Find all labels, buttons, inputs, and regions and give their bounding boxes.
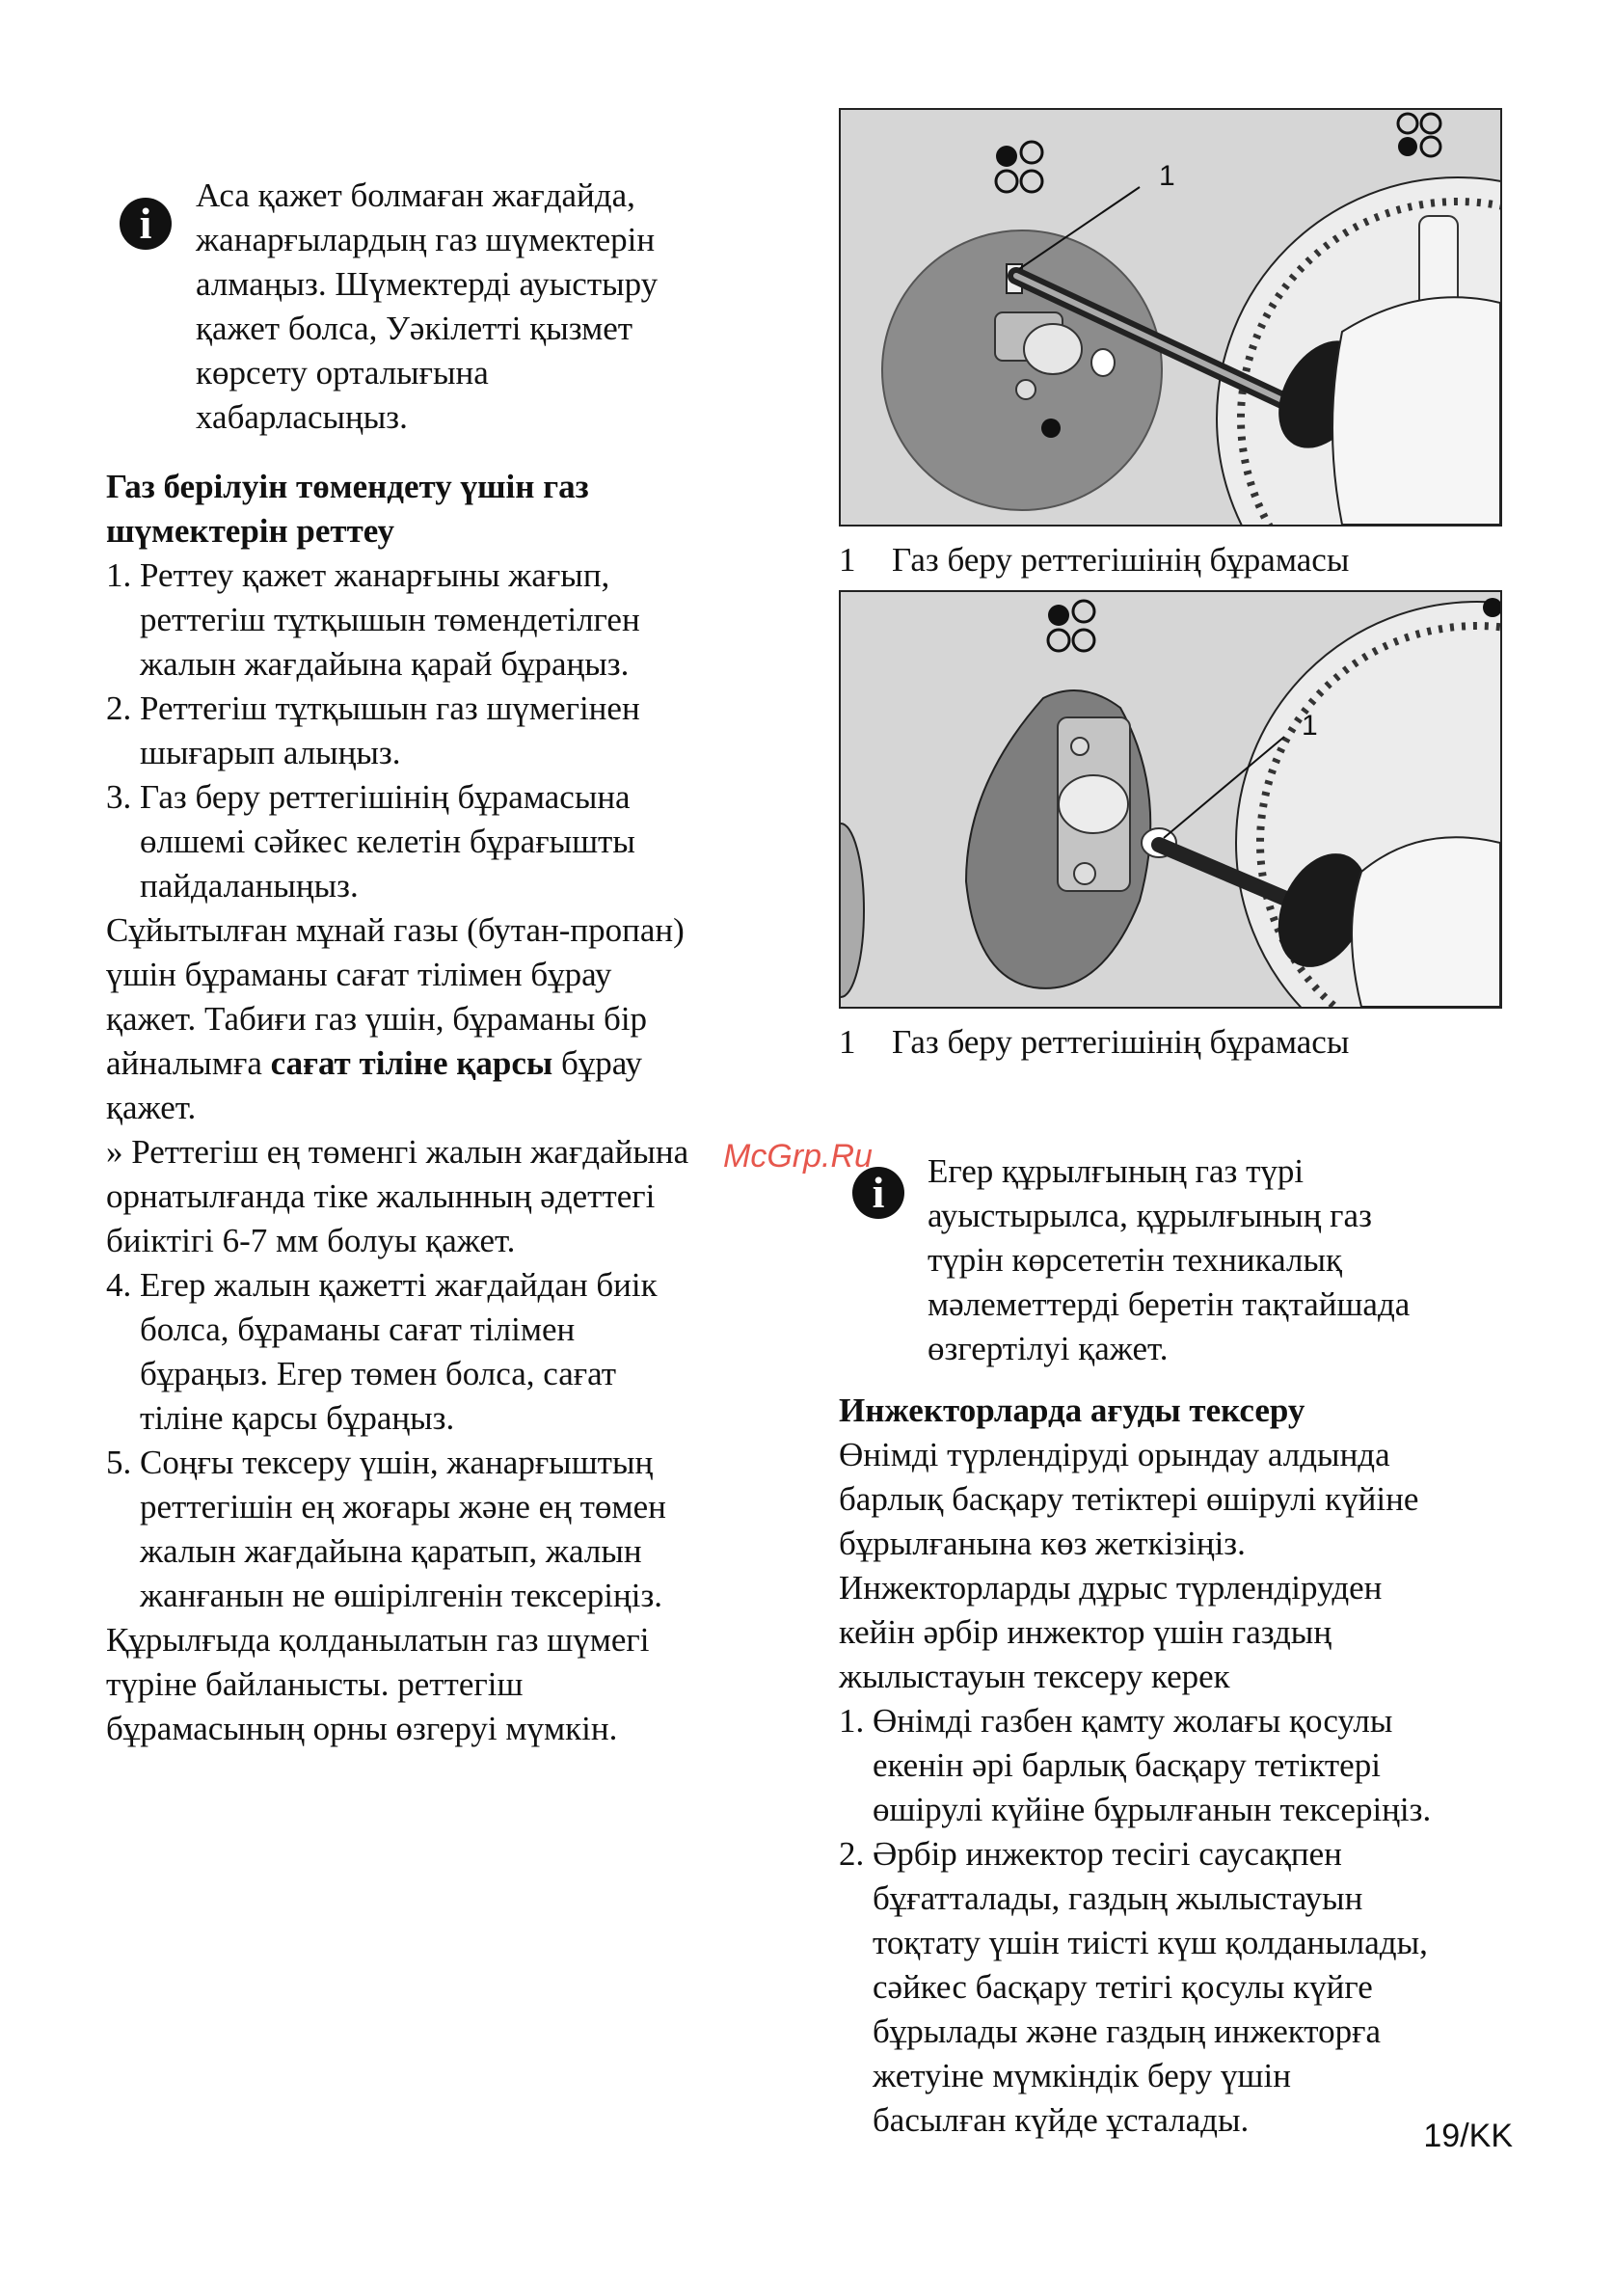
figure-caption	[839, 538, 1349, 582]
para-line: қажет.	[106, 1089, 197, 1126]
text-run: айналымға	[106, 1044, 271, 1082]
list-line: пайдаланыңыз.	[140, 867, 359, 905]
list-number: 2.	[106, 689, 132, 727]
list-line: Әрбір инжектор тесігі саусақпен	[873, 1835, 1342, 1873]
list-line: бұрылады және газдың инжекторға	[873, 2012, 1381, 2050]
bold-text: сағат тіліне қарсы	[270, 1044, 553, 1082]
list-line: тоқтату үшін тиісті күш қолданылады,	[873, 1924, 1428, 1961]
para-line: биіктігі 6-7 мм болуы қажет.	[106, 1222, 516, 1259]
left-body	[106, 465, 781, 1751]
list-line: реттегішін ең жоғары және ең төмен	[140, 1488, 666, 1526]
list-item	[839, 1832, 1533, 2143]
para-line: барлық басқару тетіктері өшірулі күйіне	[839, 1480, 1419, 1518]
para-line: түріне байланысты. реттегіш	[106, 1665, 524, 1703]
para-line: Құрылғыда қолданылатын газ шүмегі	[106, 1621, 650, 1659]
list-line: Реттегіш тұтқышын газ шүмегінен	[140, 689, 640, 727]
para-line: » Реттегіш ең төменгі жалын жағдайына	[106, 1133, 689, 1171]
figure-label: 1	[1302, 710, 1318, 742]
note-line: Егер құрылғының газ түрі	[928, 1152, 1305, 1190]
list-line: сәйкес басқару тетігі қосулы күйге	[873, 1968, 1373, 2006]
caption-text: Газ беру реттегішінің бұрамасы	[892, 541, 1350, 579]
caption-number: 1	[839, 541, 856, 579]
right-body	[839, 1389, 1533, 2143]
paragraph	[106, 908, 781, 1130]
list-line: жалын жағдайына қаратып, жалын	[140, 1532, 642, 1570]
list-line: басылған күйде ұсталады.	[873, 2101, 1250, 2139]
burner-illustration	[841, 592, 1500, 1007]
para-line: кейін әрбір инжектор үшін газдың	[839, 1613, 1332, 1651]
list-line: бұраңыз. Егер төмен болса, сағат	[140, 1355, 617, 1392]
para-line: бұрылғанына көз жеткізіңіз.	[839, 1525, 1246, 1562]
list-item	[839, 1699, 1533, 1832]
paragraph	[106, 1618, 781, 1751]
list-line: жалын жағдайына қарай бұраңыз.	[140, 645, 630, 683]
para-line: Сұйытылған мұнай газы (бутан-пропан)	[106, 911, 685, 949]
figure-screw-adjust-1	[839, 108, 1502, 527]
note-line: алмаңыз. Шүмектерді ауыстыру	[196, 265, 659, 303]
paragraph	[106, 1130, 781, 1263]
list-item	[106, 554, 781, 687]
list-number: 3.	[106, 778, 132, 816]
list-line: бұғатталады, газдың жылыстауын	[873, 1879, 1363, 1917]
list-line: екенін әрі барлық басқару тетіктері	[873, 1746, 1381, 1784]
list-item	[106, 775, 781, 908]
caption-text: Газ беру реттегішінің бұрамасы	[892, 1023, 1350, 1061]
list-line: Өнімді газбен қамту жолағы қосулы	[873, 1702, 1393, 1740]
list-number: 1.	[106, 556, 132, 594]
para-line: қажет. Табиғи газ үшін, бұраманы бір	[106, 1000, 648, 1038]
list-line: Егер жалын қажетті жағдайдан биік	[140, 1266, 658, 1304]
para-line: орнатылғанда тіке жалынның әдеттегі	[106, 1177, 656, 1215]
list-line: тіліне қарсы бұраңыз.	[140, 1399, 455, 1437]
list-item	[106, 1263, 781, 1441]
list-number: 2.	[839, 1835, 865, 1873]
note-line: ауыстырылса, құрылғының газ	[928, 1197, 1372, 1234]
paragraph	[839, 1433, 1533, 1699]
list-item	[106, 1441, 781, 1618]
list-line: өлшемі сәйкес келетін бұрағышты	[140, 823, 635, 860]
info-icon: i	[852, 1167, 904, 1219]
note-line: өзгертілуі қажет.	[928, 1330, 1169, 1367]
list-line: шығарып алыңыз.	[140, 734, 401, 771]
note-line: жанарғылардың газ шүмектерін	[196, 221, 656, 258]
list-line: өшірулі күйіне бұрылғанын тексеріңіз.	[873, 1791, 1432, 1828]
list-line: Соңғы тексеру үшін, жанарғыштың	[140, 1444, 654, 1481]
para-line: Өнімді түрлендіруді орындау алдында	[839, 1436, 1390, 1473]
list-line: Газ беру реттегішінің бұрамасына	[140, 778, 631, 816]
list-item	[106, 687, 781, 775]
list-line: жанғанын не өшірілгенін тексеріңіз.	[140, 1577, 663, 1614]
list-number: 4.	[106, 1266, 132, 1304]
section-heading: Инжекторларда ағуды тексеру	[839, 1391, 1305, 1429]
caption-number: 1	[839, 1023, 856, 1061]
note-line: қажет болса, Уәкілетті қызмет	[196, 310, 633, 347]
burner-illustration	[841, 110, 1500, 525]
para-line	[106, 1041, 781, 1086]
figure-screw-adjust-2	[839, 590, 1502, 1009]
list-line: реттегіш тұтқышын төмендетілген	[140, 601, 640, 638]
note-line: Аса қажет болмаған жағдайда,	[196, 176, 635, 214]
section-heading	[106, 465, 781, 554]
figure-label: 1	[1159, 160, 1175, 192]
note-line: хабарласыңыз.	[196, 398, 408, 436]
para-line: үшін бұраманы сағат тілімен бұрау	[106, 956, 612, 993]
list-line: Реттеу қажет жанарғыны жағып,	[140, 556, 610, 594]
heading-line: шүмектерін реттеу	[106, 512, 394, 550]
list-number: 1.	[839, 1702, 865, 1740]
heading-line: Газ берілуін төмендету үшін газ	[106, 468, 589, 505]
page-number: 19/KK	[1423, 2118, 1513, 2154]
note-right	[928, 1149, 1525, 1371]
note-line: түрін көрсететін техникалық	[928, 1241, 1342, 1279]
list-line: жетуіне мүмкіндік беру үшін	[873, 2057, 1291, 2094]
note-left	[196, 174, 736, 440]
info-icon: i	[120, 198, 172, 250]
para-line: Инжекторларды дұрыс түрлендіруден	[839, 1569, 1383, 1607]
note-line: мәлеметтерді беретін тақтайшада	[928, 1285, 1411, 1323]
watermark: McGrp.Ru	[723, 1138, 873, 1175]
figure-caption	[839, 1020, 1349, 1065]
para-line: жылыстауын тексеру керек	[839, 1658, 1230, 1695]
text-run: бұрау	[552, 1044, 643, 1082]
para-line: бұрамасының орны өзгеруі мүмкін.	[106, 1710, 618, 1747]
list-line: болса, бұраманы сағат тілімен	[140, 1310, 576, 1348]
note-line: көрсету орталығына	[196, 354, 489, 392]
list-number: 5.	[106, 1444, 132, 1481]
